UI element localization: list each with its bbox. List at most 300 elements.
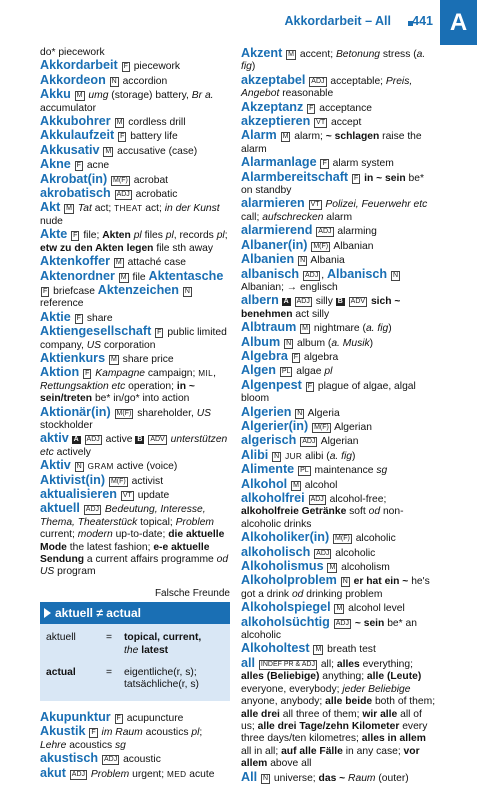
entry-text: Albania [308, 255, 345, 267]
headword: Aktionär(in) [40, 404, 111, 419]
italic-note: umg [88, 90, 109, 102]
entry-text: alcohol-free; [326, 494, 387, 505]
dictionary-entry [241, 101, 436, 115]
entry-text: alarming [334, 226, 377, 238]
grammar-label: M [116, 119, 123, 127]
bold-phrase: Akten [102, 230, 131, 242]
entry-text [387, 270, 390, 281]
entry-text: Algeria [305, 407, 340, 419]
grammar-label: F [353, 174, 359, 182]
entry-text: campaign; [145, 368, 199, 380]
entry-text: share price [119, 353, 174, 365]
headword: Albaner(in) [241, 237, 308, 252]
headword: Alarm [241, 128, 277, 143]
entry-text: alcohol level [345, 603, 405, 615]
dictionary-entry [40, 311, 230, 325]
grammar-label: ADV [150, 436, 165, 444]
dictionary-entry [241, 560, 436, 574]
entry-text: all three of them; [279, 708, 363, 720]
entry-text [299, 270, 302, 281]
grammar-label: ADJ [304, 271, 319, 279]
headword: Algerier(in) [241, 418, 309, 433]
dictionary-entry [241, 546, 436, 560]
italic-note: aufschrecken [262, 211, 324, 223]
grammar-label: F [73, 232, 78, 240]
entry-text: he's got a drink [241, 576, 430, 600]
headword: alarmierend [241, 223, 313, 238]
meaning-line [124, 645, 224, 657]
grammar-label: N [393, 271, 399, 279]
dictionary-entry [241, 129, 436, 156]
headword: alkoholfrei [241, 491, 305, 505]
page-number: 441 [412, 14, 433, 28]
entry-text [310, 117, 313, 128]
dictionary-entry [241, 253, 436, 267]
grammar-label: M [66, 205, 73, 213]
entry-text: all in all; [241, 745, 282, 757]
bold-phrase: alles in allem [361, 733, 426, 745]
headword: akzeptieren [241, 114, 311, 129]
dictionary-entry [40, 173, 230, 187]
entry-text: ) [251, 61, 256, 73]
dictionary-entry [40, 255, 230, 311]
grammar-label: M(F) [110, 477, 126, 485]
dictionary-entry [40, 228, 230, 255]
headword: akzeptabel [241, 72, 306, 87]
field-label: GRAM [87, 462, 114, 472]
entry-text: all; [317, 658, 337, 670]
grammar-label: M [288, 51, 295, 58]
sense-marker: B [337, 298, 343, 306]
italic-note: Preis, Angebot [241, 75, 413, 100]
grammar-label: F [309, 104, 314, 112]
entry-text: be* an alcoholic [241, 617, 417, 642]
italic-note: US [196, 407, 212, 419]
bold-phrase: das ~ [318, 772, 346, 784]
entry-text [81, 434, 84, 445]
italic-note: Br a. [191, 90, 214, 102]
headword: Akkubohrer [40, 114, 111, 129]
entry-text: current; [40, 529, 78, 541]
italic-note: Problem [90, 768, 130, 780]
entry-text [348, 173, 351, 184]
dictionary-entry [40, 325, 230, 352]
dictionary-entry [40, 459, 230, 473]
right-column-entries [241, 47, 436, 785]
italic-note: US [86, 339, 102, 351]
dictionary-entry [40, 725, 230, 752]
entry-text: acne [83, 160, 110, 172]
entry-text [179, 286, 182, 297]
grammar-label: VT [316, 119, 326, 127]
entry-text: everything; [359, 658, 413, 670]
equals-sign: = [106, 667, 113, 679]
entry-text [111, 117, 114, 128]
entry-text: acupuncture [123, 712, 184, 724]
grammar-label: M(F) [113, 176, 128, 184]
entry-text [291, 296, 294, 307]
dictionary-entry [241, 379, 436, 406]
entry-text: act; [91, 203, 115, 215]
entry-text: program [54, 566, 96, 578]
field-label: MED [167, 769, 187, 779]
dictionary-entry [40, 488, 230, 502]
dictionary-entry [241, 642, 436, 656]
entry-text: eigentliche(r, s); [124, 667, 197, 679]
entry-text [151, 327, 154, 338]
entry-text [80, 504, 83, 515]
entry-text: tatsächliche(r, s) [124, 679, 199, 691]
italic-note: a. fig [329, 450, 353, 462]
entry-text: actively [53, 446, 91, 458]
entry-text: topical; [137, 516, 176, 528]
entry-text [111, 713, 114, 724]
left-column-entries-bottom [40, 711, 230, 781]
grammar-label: M [329, 564, 336, 572]
entry-text: breath test [324, 644, 376, 656]
bold-phrase: etw zu den Akten legen [40, 242, 154, 254]
entry-text [276, 366, 279, 377]
grammar-label: F [322, 160, 327, 168]
entry-text [115, 272, 118, 283]
sense-marker: A [73, 436, 79, 444]
entry-text [303, 103, 306, 114]
entry-text: acoustic [120, 754, 161, 766]
entry-text [308, 422, 311, 433]
grammar-label: PL [300, 467, 309, 475]
dictionary-entry [241, 197, 436, 224]
headword: Alkoholiker(in) [241, 530, 330, 545]
entry-text: urgent; [129, 768, 168, 780]
entry-text [114, 131, 117, 142]
entry-text: soft [346, 506, 369, 518]
headword: albern [241, 293, 279, 308]
field-label: JUR [285, 451, 303, 461]
entry-text [105, 476, 108, 487]
headword: Alkohol [241, 476, 288, 491]
entry-text: alcohol [301, 479, 338, 491]
entry-text: accordion [119, 75, 168, 87]
grammar-label: F [76, 162, 81, 170]
italic-note: pl [324, 366, 333, 378]
dictionary-entry [241, 74, 436, 101]
entry-text: , [213, 368, 216, 380]
entry-text [330, 618, 333, 629]
headword: Alkoholspiegel [241, 600, 331, 615]
entry-text: file sth away [153, 242, 214, 254]
entry-text: a current affairs programme [84, 554, 217, 566]
entry-text: anything; [319, 671, 367, 683]
entry-text [312, 226, 315, 237]
grammar-label: ADJ [71, 770, 86, 778]
headword: alkoholisch [241, 544, 311, 559]
bold-phrase: in ~ sein/treten [40, 380, 195, 405]
dictionary-entry [241, 531, 436, 545]
entry-text: alcoholism [338, 562, 390, 574]
entry-text: acceptance [316, 102, 372, 114]
entry-text: reasonable [279, 88, 334, 100]
dictionary-entry [40, 115, 230, 144]
entry-text [305, 199, 308, 210]
italic-note: Raum [348, 772, 376, 784]
headword: Alkoholtest [241, 641, 310, 656]
bold-phrase: topical, current, [124, 632, 202, 644]
bold-phrase: die aktuelle Mode [40, 529, 225, 553]
entry-text: accept [328, 117, 362, 129]
dictionary-entry [40, 187, 230, 201]
dictionary-entry [40, 88, 230, 115]
entry-text: in any case; [342, 745, 404, 757]
dictionary-entry [40, 144, 230, 158]
entry-text: maintenance [311, 465, 377, 477]
entry-text: files [141, 230, 166, 242]
entry-text: acute [186, 768, 215, 780]
false-friend-meaning [124, 667, 224, 692]
dictionary-entry [40, 74, 230, 88]
entry-text: nightmare ( [311, 323, 366, 335]
italic-note: im Raum [101, 727, 143, 739]
entry-text: (outer) [375, 772, 409, 784]
dictionary-entry [241, 771, 436, 785]
headword: Akrobat(in) [40, 171, 108, 186]
arrow-right-icon [44, 608, 51, 618]
entry-text: be* in/go* into action [92, 393, 190, 405]
entry-text: everyone, everybody; [241, 683, 343, 695]
dictionary-entry [40, 158, 230, 172]
entry-text: silly [312, 296, 336, 308]
headword: Alibi [241, 447, 269, 462]
italic-note: Rettungsaktion etc [40, 380, 126, 392]
headword: Akt [40, 200, 61, 215]
bold-phrase: alles [336, 658, 360, 670]
headword: Akkordeon [40, 72, 106, 87]
entry-text: every three days/ten kilometres; [241, 720, 428, 745]
entry-text [71, 313, 74, 324]
italic-note: a. fig [241, 49, 426, 73]
headword: Akupunktur [40, 709, 111, 724]
grammar-label: F [120, 133, 125, 141]
entry-text: update [134, 490, 170, 501]
italic-note: sg [376, 465, 388, 477]
headword: Albanisch [326, 266, 388, 281]
grammar-label: M [105, 147, 112, 155]
bold-phrase: wir alle [362, 708, 398, 720]
entry-text [296, 436, 299, 447]
grammar-label: M(F) [116, 409, 132, 417]
entry-text: attaché case [124, 257, 186, 269]
entry-text: file; [80, 230, 103, 242]
entry-text [107, 175, 110, 186]
grammar-label: ADJ [103, 756, 118, 764]
headword: Album [241, 334, 281, 349]
headword: Akzent [241, 46, 283, 60]
grammar-label: PL [281, 368, 291, 376]
entry-text: ; [199, 727, 203, 739]
entry-text [294, 255, 297, 266]
italic-note: pl [165, 230, 174, 242]
grammar-label: M [293, 481, 299, 489]
dictionary-entry [241, 574, 436, 615]
left-column [40, 47, 230, 781]
headword: Akzeptanz [241, 99, 304, 114]
dictionary-entry [40, 201, 230, 228]
headword: Aktiv [40, 458, 71, 473]
entry-text [257, 773, 260, 784]
entry-text: corporation [101, 339, 156, 351]
false-friends-rows [40, 624, 230, 692]
entry-text: algebra [301, 351, 339, 363]
grammar-label: F [91, 729, 96, 737]
headword: aktiv [40, 431, 69, 446]
bold-phrase: auf alle Fälle [281, 745, 343, 757]
grammar-label: F [76, 314, 81, 322]
entry-text: Albanian [331, 240, 374, 252]
false-friends-row [40, 657, 230, 692]
grammar-label: ADJ [335, 619, 349, 627]
entry-text [118, 61, 121, 72]
entry-text: Albanian; → englisch [241, 281, 338, 293]
bold-phrase: sich ~ benehmen [241, 296, 401, 320]
dictionary-entry [40, 366, 230, 405]
entry-text: universe; [271, 772, 319, 784]
entry-text [255, 659, 258, 670]
dictionary-entry [40, 59, 230, 73]
entry-text: above all [267, 758, 312, 770]
entry-text: the latest fashion; [66, 541, 154, 553]
entry-text: call; [241, 211, 263, 223]
italic-note: the [124, 644, 139, 656]
dictionary-entry [241, 463, 436, 477]
entry-text: accumulator [40, 102, 97, 114]
dictionary-entry [241, 350, 436, 364]
dictionary-entry [241, 420, 436, 434]
false-friends-row [40, 624, 230, 657]
headword: aktuell [40, 501, 80, 516]
dictionary-entry [40, 752, 230, 766]
italic-note: pl [191, 727, 200, 739]
entry-text: act silly [292, 308, 330, 320]
headword: Akkordarbeit [40, 58, 118, 73]
dictionary-entry [241, 171, 436, 198]
entry-text: do* piecework [40, 47, 105, 58]
entry-text [329, 533, 332, 544]
grammar-label: VT [122, 492, 132, 499]
headword: All [241, 769, 258, 784]
entry-text [144, 434, 147, 445]
grammar-label: ADJ [116, 191, 130, 199]
dictionary-entry [241, 616, 436, 643]
entry-text [86, 727, 89, 738]
bold-phrase: ~ schlagen [325, 131, 380, 143]
dictionary-entry [241, 156, 436, 170]
entry-text [345, 296, 348, 307]
dictionary-entry [241, 321, 436, 335]
entry-text: up-to-date; [112, 529, 169, 541]
entry-text: operation; [125, 380, 177, 392]
italic-note: Betonung [335, 49, 381, 60]
entry-text: drinking problem [303, 588, 383, 600]
sense-marker: B [137, 436, 143, 444]
entry-text: , [321, 269, 327, 281]
dictionary-entry [40, 406, 230, 433]
dictionary-entry [40, 352, 230, 366]
false-friends-title: aktuell ≠ actual [55, 606, 141, 621]
headword: Albanien [241, 252, 295, 267]
entry-text: ; [224, 230, 228, 242]
entry-text [277, 131, 280, 142]
grammar-label: M(F) [314, 423, 329, 431]
entry-text: be* on standby [241, 172, 424, 197]
grammar-label: F [85, 370, 90, 378]
entry-text: ) [369, 337, 374, 349]
headword: algerisch [241, 433, 297, 448]
headword: Alimente [241, 462, 295, 477]
meaning-line [124, 679, 224, 691]
grammar-label: ADJ [86, 436, 100, 444]
grammar-label: ADJ [311, 77, 325, 85]
bold-phrase: alle (Leute) [366, 671, 422, 683]
dictionary-entry [241, 657, 436, 771]
entry-text [305, 76, 308, 87]
entry-text: accent; [297, 49, 336, 60]
dictionary-entry [40, 474, 230, 488]
entry-text: ) [352, 450, 356, 462]
grammar-label: VT [310, 201, 320, 209]
headword: Akte [40, 227, 68, 242]
headword: Akkusativ [40, 142, 100, 157]
entry-text: activist [128, 475, 164, 487]
dictionary-entry [40, 767, 230, 781]
entry-text: alibi ( [302, 450, 330, 462]
false-friends-title-bar [40, 602, 230, 624]
entry-text [302, 381, 305, 392]
entry-text [66, 769, 69, 780]
dictionary-entry [241, 449, 436, 463]
italic-note: Lehre [40, 739, 67, 751]
dictionary-entry [241, 239, 436, 253]
dictionary-entry [241, 336, 436, 350]
grammar-label: N [274, 452, 280, 460]
headword: Aktenordner [40, 268, 115, 283]
dictionary-entry [241, 364, 436, 378]
entry-text: piecework [130, 61, 181, 73]
entry-text [71, 461, 74, 472]
entry-text: both of them; [372, 696, 436, 708]
grammar-label: M [110, 355, 117, 363]
running-title: Akkordarbeit – All [284, 14, 391, 28]
bold-phrase: alle beide [325, 696, 373, 708]
false-friends-box [40, 602, 230, 701]
bold-phrase: alle drei Tage/zehn Kilometer [257, 720, 400, 732]
entry-text: alarm; [291, 131, 326, 143]
entry-text [291, 408, 294, 419]
entry-text: plague of algae, algal bloom [241, 380, 416, 405]
entry-text [67, 230, 70, 241]
italic-note: od US [40, 554, 229, 578]
entry-text [71, 160, 74, 171]
headword: Akkulaufzeit [40, 128, 115, 143]
entry-text [111, 189, 114, 200]
entry-text: Algerian [318, 436, 359, 448]
sense-marker: A [283, 298, 289, 306]
entry-text: reference [40, 298, 84, 310]
entry-text: non-alcoholic drinks [241, 506, 404, 530]
headword: Algen [241, 363, 276, 378]
grammar-label: ADJ [296, 298, 310, 306]
headword: akrobatisch [40, 186, 111, 201]
entry-text [282, 49, 285, 60]
headword: Akku [40, 87, 71, 102]
